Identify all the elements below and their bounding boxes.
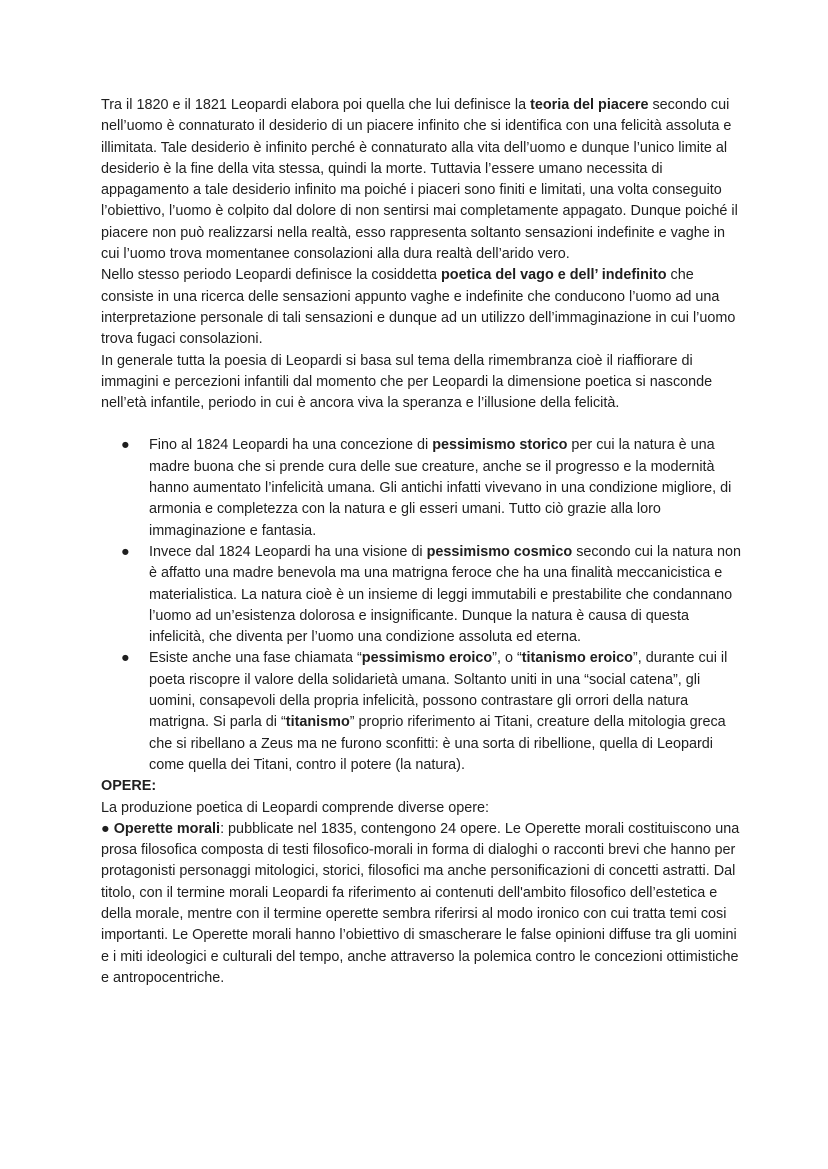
- paragraph-poetica-vago: [101, 265, 741, 350]
- list-item-text: per cui la natura è una madre buona che si prende cura delle sue creature, anche se il progresso e la modernità hanno aumentato l’infelicità umana. Gli antichi infatti vivevano in una condizione migliore, di armonia e completezza con la natura e gli esseri umani. Tutto ciò grazie alla loro immaginazione e fantasia.: [149, 437, 732, 539]
- bold-term: ● Operette morali: [101, 820, 221, 837]
- paragraph-rimembranza: [101, 351, 741, 415]
- opere-item-operette-morali: [101, 819, 741, 989]
- bullet-icon: ●: [121, 543, 130, 560]
- paragraph-teoria-piacere: [101, 95, 741, 265]
- pessimismo-list: [101, 435, 741, 776]
- bold-term: pessimismo cosmico: [426, 543, 573, 560]
- section-heading-opere: OPERE:: [101, 778, 157, 795]
- list-item-text: ” proprio riferimento ai Titani, creature della mitologia greca che si ribellano a Zeus ma ne furono sconfitti: è una sorta di ribellione, quella di Leopardi come quella dei Titani, contro il potere (la natura).: [149, 714, 726, 773]
- paragraph-text: Nello stesso periodo Leopardi definisce la cosiddetta: [101, 267, 441, 284]
- bold-term: pessimismo eroico: [361, 650, 493, 667]
- list-item: [101, 542, 741, 648]
- opere-intro: La produzione poetica di Leopardi comprende diverse opere:: [101, 799, 490, 816]
- list-item-text: secondo cui la natura non è affatto una madre benevola ma una matrigna feroce che ha una finalità meccanicistica e materialistica. La natura cioè è un insieme di leggi immutabili e prestabilite che condannano l’uomo ad un’esistenza dolorosa e insignificante. Dunque la natura è causa di questa infelicità, che diventa per l’uomo una condizione assoluta ed eterna.: [149, 543, 742, 646]
- bullet-icon: ●: [121, 437, 130, 454]
- paragraph-text: In generale tutta la poesia di Leopardi si basa sul tema della rimembranza cioè il riaffiorare di immagini e percezioni infantili dal momento che per Leopardi la dimensione poetica si nasconde nell’età infantile, periodo in cui è ancora viva la speranza e l’illusione della felicità.: [101, 352, 713, 412]
- list-item: [101, 435, 741, 541]
- bullet-icon: ●: [121, 650, 130, 667]
- paragraph-text: che consiste in una ricerca delle sensazioni appunto vaghe e indefinite che conducono l’uomo ad una interpretazione personale di tali sensazioni e dunque ad un utilizzo dell’immaginazione in cui l’uomo trova fugaci consolazioni.: [101, 267, 736, 348]
- bold-term: pessimismo storico: [432, 437, 568, 454]
- bold-term: poetica del vago e dell’ indefinito: [441, 267, 667, 284]
- document-body: [101, 95, 741, 989]
- paragraph-text: secondo cui nell’uomo è connaturato il desiderio di un piacere infinito che si identifica con una felicità assoluta e illimitata. Tale desiderio è infinito perché è connaturato alla vita dell’uomo e dunque l’unico limite al desiderio è la fine della vita stessa, quindi la morte. Tuttavia l’essere umano necessita di appagamento a tale desiderio infinito ma poiché i piaceri sono finiti e limitati, una volta conseguito l’obiettivo, l’uomo è colpito dal dolore di non sentirsi mai completamente appagato. Dunque poiché il piacere non può realizzarsi nella realtà, esso rappresenta soltanto sensazioni indefinite e vaghe in cui l’uomo trova momentanee consolazioni alla dura realtà dell’arido vero.: [101, 97, 738, 263]
- list-item-text: Fino al 1824 Leopardi ha una concezione di: [149, 437, 433, 454]
- list-item-text: ”, durante cui il poeta riscopre il valore della solidarietà umana. Soltanto uniti in una “social catena”, gli uomini, consapevoli della propria infelicità, possono contrastare gli orrori della natura matrigna. Si parla di “: [149, 650, 728, 731]
- bold-term: teoria del piacere: [530, 97, 649, 113]
- opere-item-text: : pubblicate nel 1835, contengono 24 opere. Le Operette morali costituiscono una prosa filosofica composta di testi filosofico-morali in forma di dialoghi o racconti brevi che hanno per protagonisti personaggi mitologici, storici, filosofici ma anche personificazioni di concetti astratti. Dal titolo, con il termine morali Leopardi fa riferimento ai contenuti dell'ambito filosofico dell’estetica e della morale, mentre con il termine operette sembra riferirsi al modo ironico con cui tratta temi cosi importanti. Le Operette morali hanno l’obiettivo di smascherare le false opinioni diffuse tra gli uomini e i miti ideologici e culturali del tempo, anche attraverso la polemica contro le concezioni ottimistiche e antropocentriche.: [101, 820, 740, 986]
- list-item-text: Invece dal 1824 Leopardi ha una visione di: [149, 543, 427, 560]
- bold-term: titanismo: [285, 714, 350, 731]
- paragraph-text: Tra il 1820 e il 1821 Leopardi elabora poi quella che lui definisce la: [101, 97, 531, 113]
- bold-term: titanismo eroico: [521, 650, 633, 667]
- list-item-text: Esiste anche una fase chiamata “: [149, 650, 362, 667]
- list-item-text: ”, o “: [492, 650, 522, 667]
- list-item: [101, 648, 741, 776]
